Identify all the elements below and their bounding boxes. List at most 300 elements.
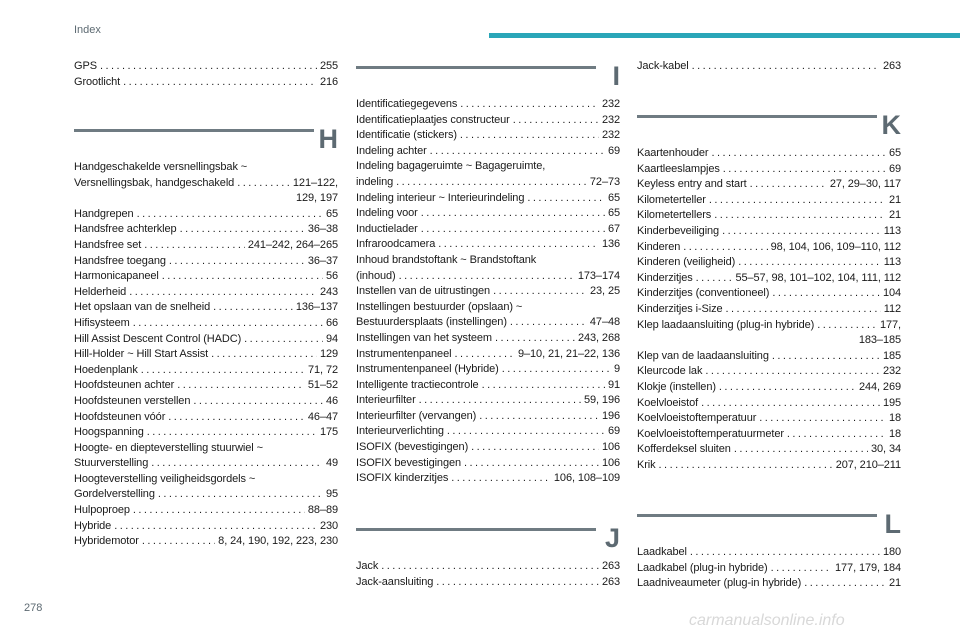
- index-entry-line: [637, 146, 901, 162]
- section-letter: H: [318, 124, 338, 154]
- dot-leader: [771, 561, 832, 577]
- index-entry-pages: 36–38: [307, 223, 338, 236]
- index-entry-pages: 56: [325, 270, 338, 283]
- index-entry-pages: 243, 268: [577, 331, 620, 344]
- index-entry-pages: 94: [325, 332, 338, 345]
- index-section-k: [637, 108, 901, 473]
- index-entry-pages: 113: [883, 224, 901, 237]
- index-entry-pages: 65: [607, 191, 620, 204]
- index-entry: [637, 576, 901, 592]
- index-entry-title: Handgrepen: [74, 207, 134, 220]
- dot-leader: [162, 269, 323, 285]
- index-entry-pages: 263: [882, 60, 901, 72]
- index-entry: [637, 271, 901, 287]
- index-entry-preline: Hoogte- en diepteverstelling stuurwiel ~: [74, 441, 263, 454]
- index-entry-line: [74, 363, 338, 379]
- index-entry: [637, 349, 901, 365]
- dot-leader: [692, 59, 880, 75]
- index-entry-title: Klep laadaansluiting (plug-in hybride): [637, 318, 815, 331]
- watermark: carmanualsonline.info: [689, 612, 845, 629]
- index-entry-line: [637, 208, 901, 224]
- index-entry-line: [74, 59, 338, 75]
- index-entry: [637, 458, 901, 474]
- dot-leader: [696, 271, 733, 287]
- index-entry-pages: 263: [601, 560, 620, 572]
- index-entry-pages: 55–57, 98, 101–102, 104, 111, 112: [735, 271, 901, 284]
- index-entry: [74, 410, 338, 426]
- index-entry-line: [637, 193, 901, 209]
- index-entry: [74, 363, 338, 379]
- index-entry: [74, 332, 338, 348]
- dot-leader: [502, 362, 611, 378]
- index-entry-line: [637, 561, 901, 577]
- index-entry: [356, 191, 620, 207]
- dot-leader: [471, 440, 599, 456]
- index-entry-title: Instrumentenpaneel (Hybride): [356, 363, 499, 376]
- dot-leader: [482, 378, 605, 394]
- dot-leader: [158, 487, 323, 503]
- index-entry-line: [356, 175, 620, 191]
- index-entry-line: [356, 424, 620, 440]
- dot-leader: [479, 409, 599, 425]
- index-entry-pages: 21: [888, 193, 901, 206]
- index-entry-pages: 9: [613, 363, 620, 376]
- index-section-g: [74, 59, 338, 90]
- index-entry-title: Instellingen van het systeem: [356, 331, 493, 344]
- index-entry-line: [637, 318, 901, 334]
- index-entry-line: [356, 331, 620, 347]
- section-letter: L: [884, 509, 901, 539]
- index-entry-line: [74, 222, 338, 238]
- index-entry-pages: 244, 269: [858, 380, 901, 393]
- index-entry-pages: 66: [325, 316, 338, 329]
- dot-leader: [711, 146, 885, 162]
- index-entry: [74, 503, 338, 519]
- dot-leader: [726, 302, 881, 318]
- index-entry: [637, 396, 901, 412]
- index-entry-title: Identificatie (stickers): [356, 129, 457, 142]
- index-entry-pages: 98, 104, 106, 109–110, 112: [770, 240, 901, 253]
- index-section-j: [356, 521, 620, 590]
- index-entry-pages: 27, 29–30, 117: [829, 178, 901, 191]
- index-entry-pages: 216: [319, 75, 338, 88]
- index-entry-line: [74, 378, 338, 394]
- dot-leader: [804, 576, 886, 592]
- dot-leader: [772, 349, 880, 365]
- index-entry: [637, 286, 901, 302]
- index-entry: [356, 575, 620, 591]
- dot-leader: [495, 331, 575, 347]
- index-entry-pages: 113: [883, 256, 901, 269]
- section-header: [637, 507, 901, 545]
- index-entry-pages: 21: [888, 577, 901, 590]
- index-entry-line: [74, 456, 338, 472]
- index-entry: [74, 269, 338, 285]
- dot-leader: [464, 456, 599, 472]
- index-entry-pages: 106, 108–109: [553, 472, 620, 485]
- index-entry-line: [356, 393, 620, 409]
- section-header: [356, 59, 620, 97]
- index-entry: [356, 409, 620, 425]
- index-entry-pages: 69: [888, 162, 901, 175]
- dot-leader: [750, 177, 827, 193]
- index-entry-pages: 67: [607, 222, 620, 235]
- index-entry-title: ISOFIX kinderzitjes: [356, 472, 449, 485]
- index-entry-title: Hybridemotor: [74, 535, 139, 548]
- index-entry-title: Grootlicht: [74, 75, 121, 88]
- index-entry-line: [637, 442, 901, 458]
- index-entry-title: Versnellingsbak, handgeschakeld: [74, 176, 235, 189]
- index-entry-pages: 30, 34: [871, 443, 901, 456]
- index-entry: [637, 162, 901, 178]
- section-letter: J: [604, 523, 620, 553]
- index-entry: [637, 193, 901, 209]
- header-title: Index: [74, 24, 101, 36]
- index-entry: [74, 316, 338, 332]
- index-entry-title: Hill-Holder ~ Hill Start Assist: [74, 348, 209, 361]
- index-entry-line: [74, 269, 338, 285]
- index-entry: [637, 545, 901, 561]
- index-entry-line: [356, 284, 620, 300]
- index-entry-line: [637, 364, 901, 380]
- dot-leader: [100, 59, 317, 75]
- index-entry-title: Kilometerteller: [637, 193, 706, 206]
- index-entry-pages: 136–137: [295, 301, 338, 314]
- index-entry-preline: Handgeschakelde versnellingsbak ~: [74, 161, 248, 173]
- index-entry-title: Hill Assist Descent Control (HADC): [74, 332, 242, 345]
- index-entry-line: [356, 128, 620, 144]
- index-entry-title: Jack: [356, 560, 379, 572]
- index-entry-line: [74, 300, 338, 316]
- dot-leader: [527, 191, 605, 207]
- index-entry-line: [637, 59, 901, 75]
- index-entry-title: Jack-aansluiting: [356, 575, 434, 588]
- index-entry-title: Harmonicapaneel: [74, 270, 159, 283]
- dot-leader: [421, 222, 605, 238]
- dot-leader: [722, 224, 881, 240]
- dot-leader: [513, 113, 599, 129]
- index-entry-title: Het opslaan van de snelheid: [74, 301, 211, 314]
- index-section-l: [637, 507, 901, 592]
- section-letter: I: [612, 61, 620, 91]
- dot-leader: [168, 410, 305, 426]
- section-divider: [74, 129, 314, 132]
- index-entry-line: [74, 425, 338, 441]
- dot-leader: [169, 254, 305, 270]
- index-entry-title: Laadkabel (plug-in hybride): [637, 561, 768, 574]
- index-entry-pages: 18: [888, 427, 901, 440]
- index-entry: [356, 393, 620, 409]
- index-entry-line: [637, 576, 901, 592]
- index-entry-pages: 18: [888, 412, 901, 425]
- index-entry-title: Handsfree achterklep: [74, 223, 177, 236]
- index-entry-pages: 207, 210–211: [835, 458, 901, 471]
- section-letter: K: [881, 110, 901, 140]
- index-entry: [356, 440, 620, 456]
- dot-leader: [709, 193, 886, 209]
- index-entry-title: Gordelverstelling: [74, 488, 155, 501]
- index-entry-line: [74, 238, 338, 254]
- index-entry-title: Bestuurdersplaats (instellingen): [356, 316, 507, 329]
- index-entry-line: [356, 222, 620, 238]
- index-entry-line: [356, 206, 620, 222]
- index-entry-pages: 72–73: [589, 175, 620, 188]
- index-entry-title: Helderheid: [74, 285, 127, 298]
- dot-leader: [133, 503, 305, 519]
- index-entry-pages: 232: [601, 98, 620, 110]
- index-entry-pages: 65: [325, 207, 338, 220]
- dot-leader: [493, 284, 587, 300]
- index-entry-pages: 255: [319, 60, 338, 72]
- dot-leader: [772, 286, 880, 302]
- index-entry-pages: 263: [601, 575, 620, 588]
- dot-leader: [244, 332, 323, 348]
- index-entry: [637, 240, 901, 256]
- index-section-h: [74, 122, 338, 550]
- dot-leader: [738, 255, 881, 271]
- index-entry-line: [356, 409, 620, 425]
- dot-leader: [690, 545, 880, 561]
- dot-leader: [460, 128, 599, 144]
- index-entry-title: Jack-kabel: [637, 60, 689, 72]
- index-entry-title: Handsfree toegang: [74, 254, 166, 267]
- index-entry-preline: Inhoud brandstoftank ~ Brandstoftank: [356, 253, 537, 266]
- dot-leader: [714, 208, 886, 224]
- dot-leader: [142, 534, 215, 550]
- index-entry-title: Kilometertellers: [637, 209, 712, 222]
- index-entry-line: [74, 394, 338, 410]
- index-entry: [637, 59, 901, 75]
- section-header: [74, 122, 338, 160]
- dot-leader: [151, 456, 323, 472]
- index-entry-pages: 180: [882, 546, 901, 558]
- index-entry-title: Hoedenplank: [74, 363, 138, 376]
- index-entry-line: [74, 519, 338, 535]
- index-entry-line: [74, 503, 338, 519]
- index-entry: [356, 559, 620, 575]
- dot-leader: [705, 364, 880, 380]
- dot-leader: [396, 175, 587, 191]
- index-entry: [74, 378, 338, 394]
- index-entry: [637, 177, 901, 193]
- index-entry-pages: 21: [888, 209, 901, 222]
- index-entry-line: [637, 427, 901, 443]
- index-entry-line: [74, 254, 338, 270]
- index-entry-line: [637, 255, 901, 271]
- index-section-i: [356, 59, 620, 487]
- index-entry: [74, 207, 338, 223]
- index-entry: [637, 411, 901, 427]
- index-entry-preline: Hoogteverstelling veiligheidsgordels ~: [74, 472, 256, 485]
- dot-leader: [180, 222, 305, 238]
- index-entry-pages: 69: [607, 144, 620, 157]
- index-entry-line: [356, 471, 620, 487]
- index-entry: [74, 519, 338, 535]
- index-entry-title: Interieurverlichting: [356, 425, 444, 438]
- index-entry: [637, 302, 901, 318]
- index-entry-pages: 51–52: [307, 379, 338, 392]
- dot-leader: [211, 347, 317, 363]
- dot-leader: [787, 427, 886, 443]
- index-entry-pages: 65: [607, 207, 620, 220]
- index-entry-title: Kinderen: [637, 240, 681, 253]
- index-entry-title: Handsfree set: [74, 238, 142, 251]
- index-entry-pages: 173–174: [577, 269, 620, 282]
- index-entry-pages: 106: [601, 441, 620, 454]
- index-entry-line: [637, 286, 901, 302]
- index-entry: [637, 364, 901, 380]
- index-entry-line: [356, 347, 620, 363]
- index-entry: [356, 331, 620, 347]
- index-entry-title: Identificatiegegevens: [356, 98, 458, 110]
- dot-leader: [147, 425, 317, 441]
- index-entry-pages: 46–47: [307, 410, 338, 423]
- index-entry-title: Krik: [637, 458, 656, 471]
- dot-leader: [133, 316, 323, 332]
- dot-leader: [381, 559, 599, 575]
- page-number: 278: [24, 602, 43, 614]
- index-entry-title: Kinderzitjes: [637, 271, 693, 284]
- dot-leader: [177, 378, 305, 394]
- index-entry-line: [356, 144, 620, 160]
- index-entry-line: [356, 113, 620, 129]
- index-entry-title: Hoofdsteunen verstellen: [74, 394, 191, 407]
- index-entry: [637, 146, 901, 162]
- header-accent-bar: [489, 33, 960, 38]
- index-entry-pages: 8, 24, 190, 192, 223, 230: [218, 535, 338, 548]
- index-entry-title: Kaartleeslampjes: [637, 162, 720, 175]
- index-entry-line: [356, 237, 620, 253]
- index-entry-line: [637, 411, 901, 427]
- index-entry-pages: 36–37: [307, 254, 338, 267]
- index-entry-pages: 129: [319, 348, 338, 361]
- dot-leader: [817, 318, 877, 334]
- section-header: [637, 108, 901, 146]
- index-entry-title: Instellen van de uitrustingen: [356, 285, 491, 298]
- index-entry-pages: 106: [601, 456, 620, 469]
- index-entry-pages: 47–48: [589, 316, 620, 329]
- index-entry: [74, 75, 338, 91]
- index-entry: [356, 471, 620, 487]
- dot-leader: [137, 207, 323, 223]
- index-entry-line: [74, 75, 338, 91]
- index-entry: [74, 425, 338, 441]
- index-entry-line: [356, 315, 620, 331]
- index-entry-title: Hoofdsteunen achter: [74, 379, 175, 392]
- index-entry-title: Indeling voor: [356, 207, 418, 220]
- index-entry-pages: 241–242, 264–265: [247, 238, 338, 251]
- index-entry-title: Hoogspanning: [74, 426, 144, 439]
- dot-leader: [759, 411, 886, 427]
- index-entry-pages: 104: [882, 287, 901, 300]
- section-divider: [356, 528, 596, 531]
- dot-leader: [659, 458, 833, 474]
- index-entry-title: Koelvloeistoftemperatuurmeter: [637, 427, 784, 440]
- dot-leader: [193, 394, 323, 410]
- index-entry-pages: 23, 25: [590, 285, 620, 298]
- index-entry-preline: Indeling bagageruimte ~ Bagageruimte,: [356, 160, 546, 173]
- index-entry-title: Hulpoproep: [74, 504, 130, 517]
- dot-leader: [460, 97, 599, 113]
- index-entry: [637, 208, 901, 224]
- index-entry-preline: Instellingen bestuurder (opslaan) ~: [356, 300, 523, 313]
- index-entry-pages: 177, 179, 184: [835, 561, 901, 574]
- index-entry-line: [356, 378, 620, 394]
- index-entry-line: [637, 380, 901, 396]
- index-entry-pages: 59, 196: [583, 394, 620, 407]
- dot-leader: [421, 206, 605, 222]
- index-entry-title: Stuurverstelling: [74, 457, 149, 470]
- index-entry: [74, 160, 338, 207]
- index-entry: [356, 253, 620, 284]
- index-entry-title: Interieurfilter (vervangen): [356, 409, 477, 422]
- index-entry: [74, 222, 338, 238]
- dot-leader: [451, 471, 551, 487]
- index-entry-title: Indeling interieur ~ Interieurindeling: [356, 191, 525, 204]
- index-entry: [356, 284, 620, 300]
- index-entry-pages: 121–122,: [292, 176, 338, 189]
- index-entry-pages: 175: [319, 426, 338, 439]
- index-entry: [74, 238, 338, 254]
- index-entry: [356, 362, 620, 378]
- index-entry-pages: 230: [319, 519, 338, 532]
- index-entry-title: Kinderen (veiligheid): [637, 256, 736, 269]
- index-entry: [356, 144, 620, 160]
- index-entry-title: Kofferdeksel sluiten: [637, 443, 731, 456]
- section-divider: [637, 514, 877, 517]
- index-entry-line: [637, 177, 901, 193]
- index-entry-line: [637, 224, 901, 240]
- index-entry-line: [74, 347, 338, 363]
- dot-leader: [454, 347, 515, 363]
- dot-leader: [123, 75, 317, 91]
- index-entry-title: Laadniveaumeter (plug-in hybride): [637, 577, 802, 590]
- index-entry-line: [74, 487, 338, 503]
- index-entry-pages: 71, 72: [308, 363, 338, 376]
- index-entry: [74, 394, 338, 410]
- index-entry: [637, 380, 901, 396]
- index-entry: [74, 472, 338, 503]
- dot-leader: [237, 176, 290, 192]
- index-entry-pages: 91: [607, 378, 620, 391]
- index-entry-title: Laadkabel: [637, 546, 687, 558]
- dot-leader: [114, 519, 317, 535]
- dot-leader: [141, 363, 305, 379]
- index-entry: [356, 97, 620, 113]
- index-entry-pages: 196: [601, 409, 620, 422]
- dot-leader: [683, 240, 767, 256]
- index-entry-line: [74, 316, 338, 332]
- index-entry-line: [74, 176, 338, 192]
- index-entry-title: Kinderzitjes i-Size: [637, 302, 723, 315]
- index-entry: [356, 128, 620, 144]
- index-entry-title: Identificatieplaatjes constructeur: [356, 113, 510, 126]
- index-entry-title: Kleurcode lak: [637, 365, 703, 378]
- index-entry-line: [356, 575, 620, 591]
- index-entry-pages: 88–89: [307, 504, 338, 517]
- index-entry-title: Koelvloeistoftemperatuur: [637, 412, 757, 425]
- index-entry-line: [74, 285, 338, 301]
- index-entry-line: [637, 302, 901, 318]
- index-entry: [74, 285, 338, 301]
- index-entry-line: [356, 559, 620, 575]
- index-entry-title: Hybride: [74, 519, 112, 532]
- index-entry-line: [356, 269, 620, 285]
- index-entry-pages: 9–10, 21, 21–22, 136: [518, 347, 620, 360]
- dot-leader: [213, 300, 293, 316]
- index-entry: [356, 159, 620, 190]
- index-entry-pages: 69: [607, 425, 620, 438]
